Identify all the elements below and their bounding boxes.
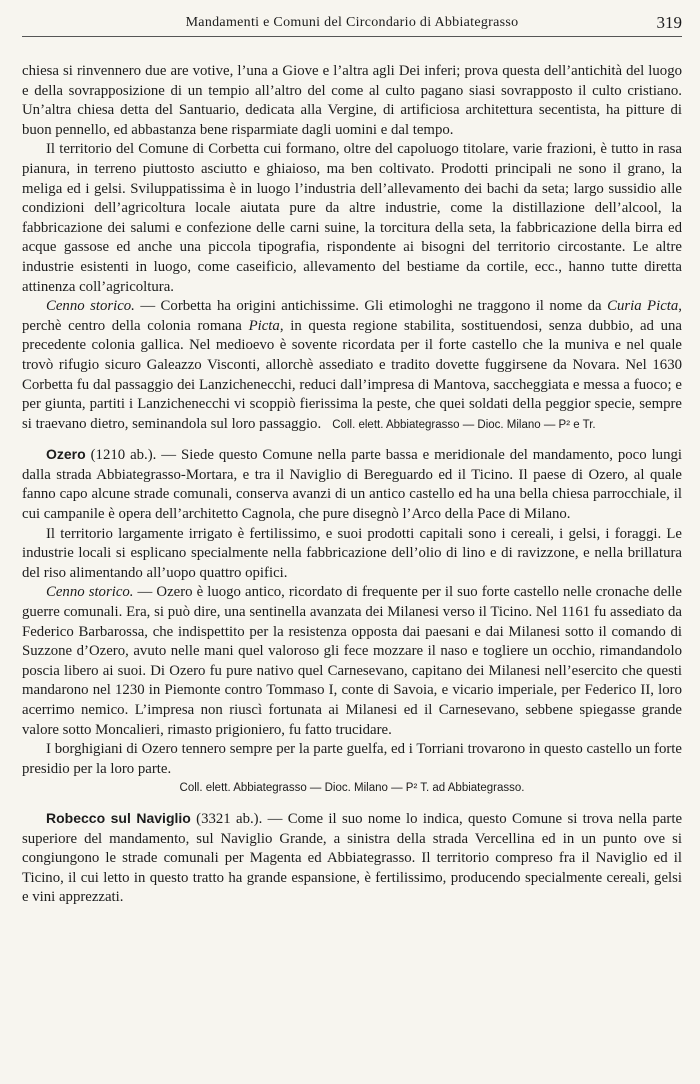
- robecco-heading: Robecco sul Naviglio: [46, 809, 191, 826]
- corbetta-paragraph-1: chiesa si rinvennero due are votive, l’una a Giove e l’altra agli Dei inferi; prova questa dell’antichità del luogo e della sovrapposizione di un tempio all’altro del come al culto pagano siasi sovrapposto il culto cristiano. Un’altra chiesa detta del Santuario, dedicata alla Vergine, di artificiosa architettura secentista, ha pitture di buon pennello, ed abbastanza bene risparmiate dagli uomini e dal tempo.: [22, 63, 682, 138]
- page-number: 319: [656, 13, 682, 32]
- curia-picta: Curia Picta: [607, 298, 679, 315]
- ozero-paragraph-4: I borghigiani di Ozero tennero sempre per la parte guelfa, ed i Torriani trovarono in questo castello un forte presidio per la loro parte.: [22, 741, 682, 777]
- corbetta-paragraph-2: Il territorio del Comune di Corbetta cui formano, oltre del capoluogo titolare, varie frazioni, è tutto in rasa pianura, in terreno piuttosto asciutto e ghiaioso, ma ben coltivato. Prodotti principali ne sono il grano, la meliga ed i gelsi. Sviluppatissima è in luogo l’industria dell’allevamento dei bachi da seta; largo sussidio alle condizioni dell’agricoltura locale aiutata pure da altre industrie, come la distillazione dell’alcool, la fabbricazione dei salumi e confezione delle carni suine, la torcitura della seta, la fabbricazione della birra ed acque gassose ed anche una piccola tipografia, rispondente ai bisogni del territorio circostante. Le altre industrie esistenti in luogo, come caseificio, allevamento del bestiame da cortile, ecc., hanno tutte diretta attinenza coll’agricoltura.: [22, 141, 682, 295]
- page-body: [22, 62, 682, 908]
- robecco-population: (3321 ab.).: [190, 810, 263, 827]
- ozero-paragraph-3: Cenno storico. — Ozero è luogo antico, ricordato di frequente per il suo forte castello nelle cronache delle guerre comunali. Era, si può dire, una sentinella avanzata dei Milanesi verso il Ticino. Nel 1161 fu assediato da Federico Barbarossa, che indispettito per la resistenza opposta dai paesani e dai Milanesi sotto il comando di Suzzone d’Ozero, avuto nelle mani quel valoroso gli fece mozzare il naso e togliere un occhio, rimandandolo poscia libero ai suoi. Di Ozero fu pure nativo quel Carnesevano, capitano dei Milanesi nell’esercito che questi mandarono nel 1230 in Piemonte contro Tommaso I, conte di Savoia, e vicario imperiale, per Federico II, loro acerrimo nemico. L’impresa non riuscì fortunata ai Milanesi ed il Carnesevano, sebbene spiegasse grande valore sotto Moncalieri, rimasto prigioniero, fu fatto trucidare.: [22, 584, 682, 738]
- ozero-heading: Ozero: [46, 446, 86, 463]
- ozero-paragraph-2: Il territorio largamente irrigato è fertilissimo, e suoi prodotti capitali sono i cereali, i gelsi, i foraggi. Le industrie locali si esplicano specialmente nella fabbricazione dell’olio di lino e di ravizzone, e nella brillatura del riso alimentando all’uopo quattro opifici.: [22, 525, 682, 581]
- corbetta-collegio: Coll. elett. Abbiategrasso — Dioc. Milano — P² e Tr.: [332, 418, 596, 431]
- cenno-storico-label: Cenno storico.: [46, 584, 134, 601]
- robecco-paragraph-1: Robecco sul Naviglio (3321 ab.). — Come il suo nome lo indica, questo Comune si trova nella parte superiore del mandamento, sul Naviglio Grande, a sinistra della strada Vercellina ed in un punto ove si congiungono le strade comunali per Magenta ed Abbiategrasso. Il territorio compreso fra il Naviglio ed il Ticino, il cui letto in questo tratto ha grande espansione, è fertilissimo, producendo specialmente cereali, gelsi e vini apprezzati.: [22, 809, 683, 906]
- ozero-collegio: Coll. elett. Abbiategrasso — Dioc. Milano — P² T. ad Abbiategrasso.: [179, 782, 525, 795]
- corbetta-paragraph-3: Cenno storico. — Corbetta ha origini antichissime. Gli etimologhi ne traggono il nome da Curia Picta, perchè centro della colonia romana Picta, in questa regione stabilita, sostituendosi, senza dubbio, ad una precedente colonia gallica. Nel medioevo è sovente ricordata per il forte castello che la muniva e nel quale trovò rifugio sicuro Galeazzo Visconti, allorchè assediato e tradito dovette fuggirsene da Novara. Nel 1630 Corbetta fu dal passaggio dei Lanzichenecchi, reduci dall’impresa di Mantova, saccheggiata e messa a fuoco; e per giunta, partiti i Lanzichenecchi vi scoppiò fierissima la peste, che quei soldati della peggior specie, sempre si traevano dietro, seminandola sul loro passaggio. Coll. elett. Abbiategrasso — Dioc. Milano — P² e Tr.: [22, 298, 682, 432]
- ozero-population: (1210 ab.).: [85, 447, 157, 464]
- running-title: Mandamenti e Comuni del Circondario di Abbiategrasso: [185, 15, 519, 30]
- page-header: [22, 12, 682, 37]
- picta: Picta: [248, 317, 280, 334]
- cenno-storico-label: Cenno storico.: [46, 298, 135, 315]
- ozero-paragraph-1: Ozero (1210 ab.). — Siede questo Comune nella parte bassa e meridionale del mandamento, poco lungi dalla strada Abbiategrasso-Mortara, e tra il Naviglio di Bereguardo ed il Ticino. Il paese di Ozero, al quale fanno capo alcune strade comunali, conserva avanzi di un antico castello ed ha una bella chiesa parrocchiale, il cui campanile è opera dell’architetto Cagnola, che pure disegnò l’Arco della Pace di Milano.: [22, 446, 682, 523]
